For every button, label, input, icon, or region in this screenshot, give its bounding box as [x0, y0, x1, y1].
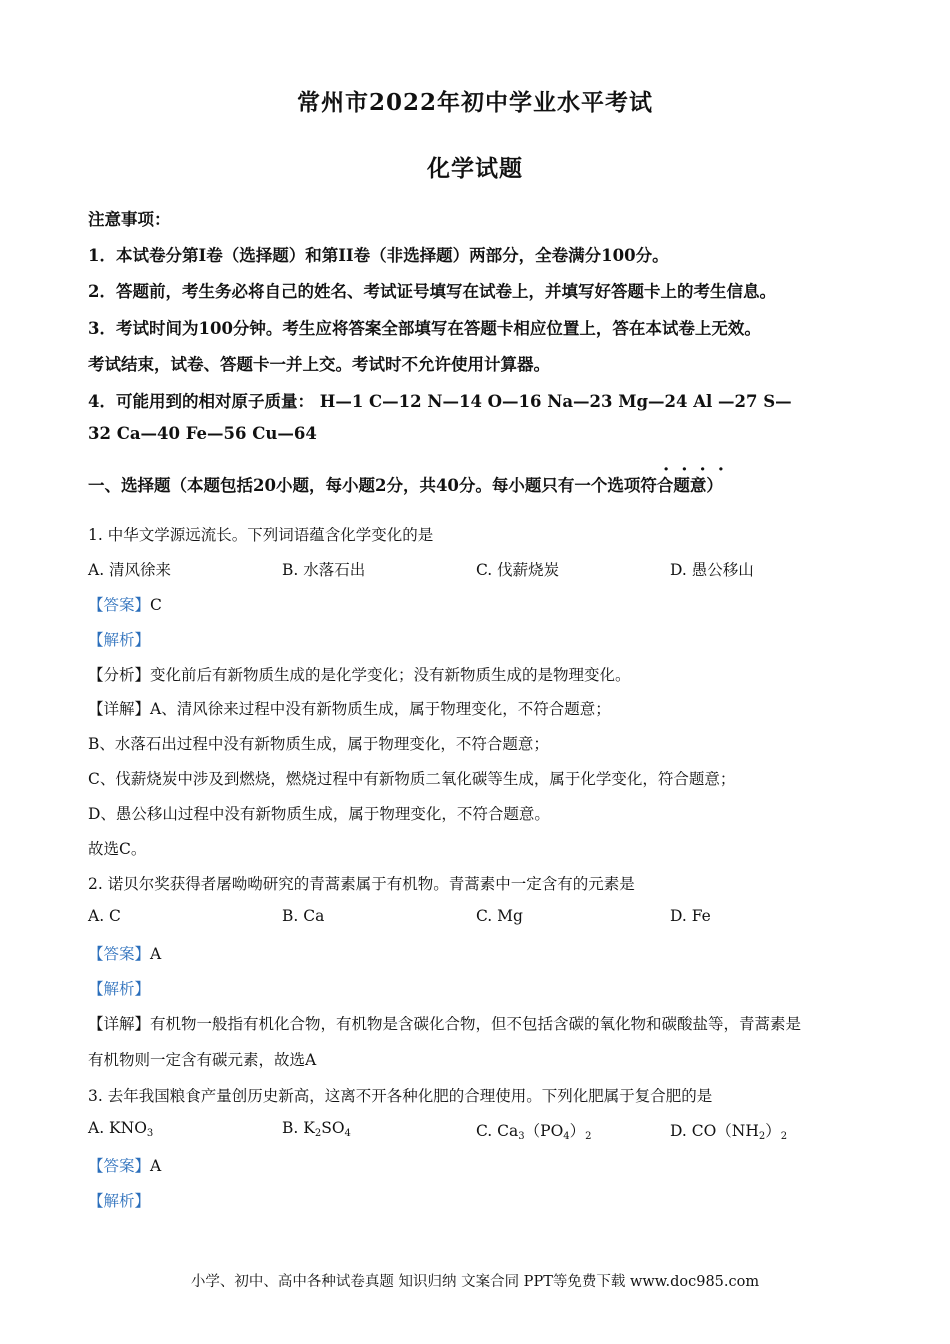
q1-detail-d: D、愚公移山过程中没有新物质生成，属于物理变化，不符合题意。	[88, 805, 550, 823]
notice-heading: 注意事项：	[88, 210, 171, 229]
q3-stem: 3. 去年我国粮食产量创历史新高，这离不开各种化肥的合理使用。下列化肥属于复合肥的是	[88, 1087, 713, 1105]
q3-option-d	[670, 1119, 787, 1142]
q2-option-d: D. Fe	[670, 907, 711, 925]
subscript: 3	[146, 1128, 154, 1139]
q1-stem: 1. 中华文学源远流长。下列词语蕴含化学变化的是	[88, 526, 434, 544]
option-text: D. CO（NH	[670, 1122, 759, 1140]
q2-detail-cont: 有机物则一定含有碳元素，故选A	[88, 1051, 317, 1069]
option-text: C. Ca	[476, 1122, 519, 1140]
q1-conclusion: 故选C。	[88, 840, 147, 858]
subscript: 2	[314, 1128, 322, 1139]
q2-option-b: B. Ca	[282, 907, 325, 925]
answer-value: A	[150, 945, 162, 963]
detail-tag: 【详解】	[88, 700, 151, 718]
subscript: 2	[758, 1131, 766, 1142]
option-text: SO	[321, 1119, 345, 1137]
q3-option-c	[476, 1119, 592, 1142]
q2-stem: 2. 诺贝尔奖获得者屠呦呦研究的青蒿素属于有机物。青蒿素中一定含有的元素是	[88, 875, 635, 893]
subscript: 2	[585, 1131, 592, 1142]
q1-detail-c: C、伐薪烧炭中涉及到燃烧，燃烧过程中有新物质二氧化碳等生成，属于化学变化，符合题意；	[88, 770, 736, 788]
q3-answer	[88, 1154, 161, 1176]
section-heading: 一、选择题（本题包括20小题，每小题2分，共40分。每小题只有一个选项符合题意）	[88, 476, 723, 495]
fenxi-text: 变化前后有新物质生成的是化学变化；没有新物质生成的是物理变化。	[150, 666, 631, 684]
answer-tag: 【答案】	[88, 945, 151, 963]
option-text: B. K	[282, 1119, 315, 1137]
option-text: （PO	[524, 1122, 564, 1140]
page-footer: 小学、初中、高中各种试卷真题 知识归纳 文案合同 PPT等免费下载 www.doc985.com	[190, 1274, 760, 1290]
answer-tag: 【答案】	[88, 596, 151, 614]
option-text: ）	[569, 1122, 586, 1140]
q3-option-b	[282, 1119, 351, 1139]
notice-item-1: 1．本试卷分第I卷（选择题）和第II卷（非选择题）两部分，全卷满分100分。	[88, 246, 669, 265]
option-text: A. KNO	[88, 1119, 147, 1137]
fenxi-tag: 【分析】	[88, 666, 151, 684]
detail-tag: 【详解】	[88, 1015, 151, 1033]
q1-option-c: C. 伐薪烧炭	[476, 561, 560, 579]
subscript: 3	[518, 1131, 525, 1142]
subscript: 4	[344, 1128, 351, 1139]
option-text: ）	[765, 1122, 781, 1140]
page-subtitle: 化学试题	[427, 155, 523, 182]
notice-item-3-cont: 考试结束，试卷、答题卡一并上交。考试时不允许使用计算器。	[88, 355, 550, 374]
answer-value: A	[150, 1157, 162, 1175]
page-title: 常州市2022年初中学业水平考试	[296, 89, 653, 116]
q1-answer	[88, 593, 162, 615]
subscript: 4	[563, 1131, 570, 1142]
q1-option-a: A. 清风徐来	[88, 561, 172, 579]
notice-item-4-cont: 32 Ca—40 Fe—56 Cu—64	[88, 424, 317, 443]
q1-option-d: D. 愚公移山	[670, 561, 754, 579]
q3-analysis-tag: 【解析】	[88, 1192, 151, 1210]
notice-item-3: 3．考试时间为100分钟。考生应将答案全部填写在答题卡相应位置上，答在本试卷上无效。	[88, 319, 761, 338]
detail-text: A、清风徐来过程中没有新物质生成，属于物理变化，不符合题意；	[150, 700, 611, 718]
q2-answer	[88, 942, 161, 964]
q1-detail-b: B、水落石出过程中没有新物质生成，属于物理变化，不符合题意；	[88, 735, 549, 753]
q2-detail	[88, 1012, 801, 1034]
emphasis-dots: ····	[663, 459, 737, 480]
q1-option-b: B. 水落石出	[282, 561, 366, 579]
q2-option-a: A. C	[88, 907, 121, 925]
q3-option-a	[88, 1119, 153, 1139]
q1-analysis-tag: 【解析】	[88, 631, 151, 649]
q2-analysis-tag: 【解析】	[88, 980, 151, 998]
answer-value: C	[150, 596, 162, 614]
q1-fenxi	[88, 663, 631, 685]
notice-item-4: 4．可能用到的相对原子质量： H—1 C—12 N—14 O—16 Na—23 Mg—24 Al —27 S—	[88, 392, 792, 411]
detail-text: 有机物一般指有机化合物，有机物是含碳化合物，但不包括含碳的氧化物和碳酸盐等，青蒿素是	[150, 1015, 802, 1033]
notice-item-2: 2．答题前，考生务必将自己的姓名、考试证号填写在试卷上，并填写好答题卡上的考生信息。	[88, 282, 776, 301]
subscript: 2	[780, 1131, 788, 1142]
q1-detail	[88, 697, 611, 719]
answer-tag: 【答案】	[88, 1157, 151, 1175]
q2-option-c: C. Mg	[476, 907, 523, 925]
